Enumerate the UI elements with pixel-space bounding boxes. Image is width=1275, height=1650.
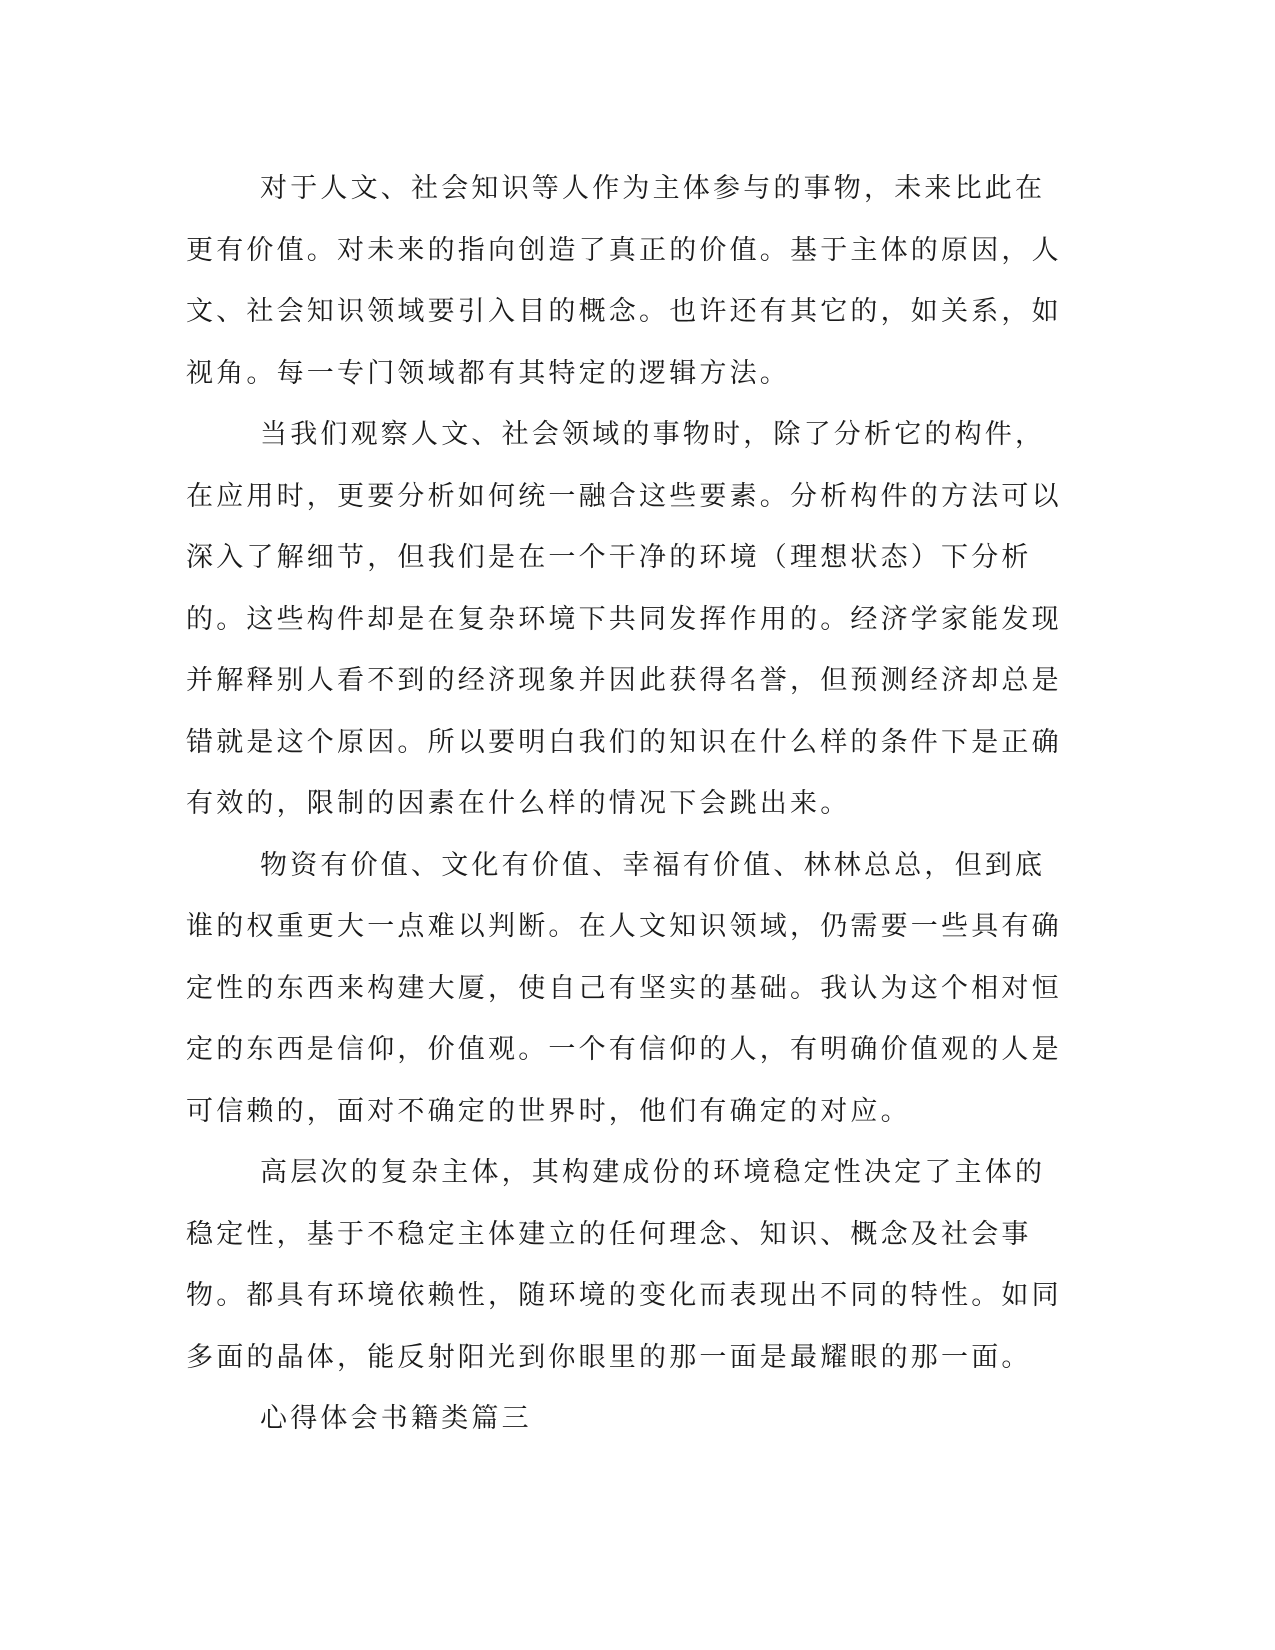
document-body [186,158,1066,1450]
paragraph-1: 对于人文、社会知识等人作为主体参与的事物，未来比此在更有价值。对未来的指向创造了真正的价值。基于主体的原因，人文、社会知识领域要引入目的概念。也许还有其它的，如关系，如视角。每一专门领域都有其特定的逻辑方法。 [186,173,1062,389]
paragraph-2: 当我们观察人文、社会领域的事物时，除了分析它的构件，在应用时，更要分析如何统一融合这些要素。分析构件的方法可以深入了解细节，但我们是在一个干净的环境（理想状态）下分析的。这些构件却是在复杂环境下共同发挥作用的。经济学家能发现并解释别人看不到的经济现象并因此获得名誉，但预测经济却总是错就是这个原因。所以要明白我们的知识在什么样的条件下是正确有效的，限制的因素在什么样的情况下会跳出来。 [186,419,1062,819]
paragraph-4: 高层次的复杂主体，其构建成份的环境稳定性决定了主体的稳定性，基于不稳定主体建立的任何理念、知识、概念及社会事物。都具有环境依赖性，随环境的变化而表现出不同的特性。如同多面的晶体，能反射阳光到你眼里的那一面是最耀眼的那一面。 [186,1157,1062,1373]
paragraph-3: 物资有价值、文化有价值、幸福有价值、林林总总，但到底谁的权重更大一点难以判断。在人文知识领域，仍需要一些具有确定性的东西来构建大厦，使自己有坚实的基础。我认为这个相对恒定的东西是信仰，价值观。一个有信仰的人，有明确价值观的人是可信赖的，面对不确定的世界时，他们有确定的对应。 [186,849,1062,1127]
section-heading: 心得体会书籍类篇三 [260,1403,532,1434]
